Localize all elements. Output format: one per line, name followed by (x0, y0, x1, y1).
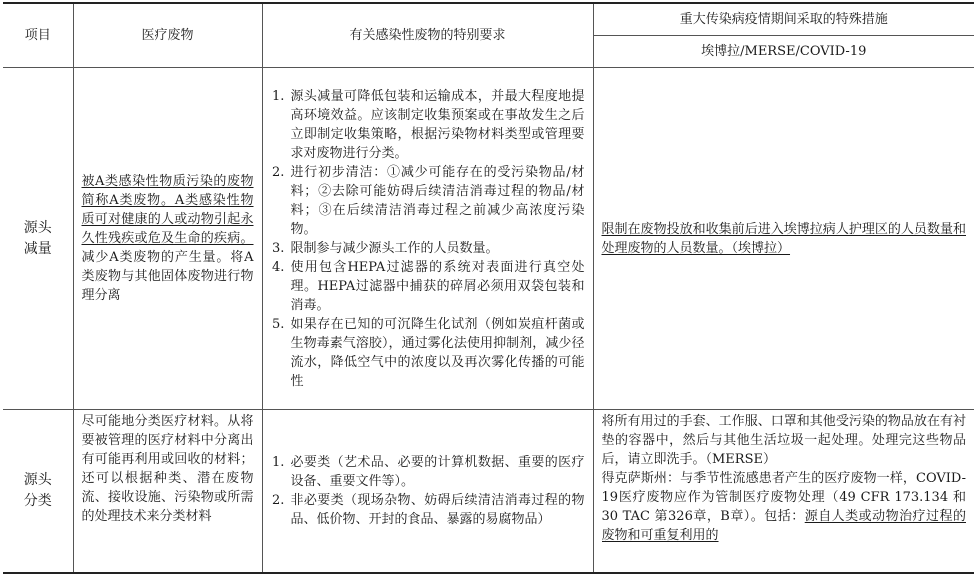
measures-paragraph-1: 将所有用过的手套、工作服、口罩和其他受污染的物品放在有衬垫的容器中，然后与其他生活垃圾一起处理。处理完这些物品后，请立即洗手。（MERSE） (601, 414, 966, 467)
medical-waste-table (3, 2, 974, 574)
list-item: 1. 源头减量可降低包装和运输成本，并最大程度地提高环境效益。应该制定收集预案或在事故发生之后立即制定收集策略，根据污染物材料类型或管理要求对废物进行分类。 (289, 87, 585, 163)
measures-text: 限制在废物投放和收集前后进入埃博拉病人护理区的人员数量和处理废物的人员数量。（埃博拉） (601, 221, 966, 256)
list-item: 2. 进行初步清洁：①减少可能存在的受污染物品/材料；②去除可能妨碍后续清洁消毒过程的物品/材料；③在后续清洁消毒过程之前减少高浓度污染物。 (289, 163, 585, 239)
header-measures-sub: 埃博拉/MERSE/COVID-19 (593, 36, 974, 68)
header-waste: 医疗废物 (73, 3, 262, 68)
header-measures: 重大传染病疫情期间采取的特殊措施 (593, 3, 974, 36)
list-item: 1. 必要类（艺术品、必要的计算机数据、重要的医疗设备、重要文件等）。 (289, 453, 585, 491)
row-requirements-cell (262, 68, 593, 410)
list-item: 2. 非必要类（现场杂物、妨碍后续清洁消毒过程的物品、低价物、开封的食品、暴露的易腐物品） (289, 491, 585, 529)
waste-underlined-text: 被A类感染性物质污染的废物简称A类废物。A类感染性物质可对健康的人或动物引起永久性残疾或危及生命的疾病。 (81, 174, 254, 246)
table-row (3, 68, 974, 410)
waste-text: 减少A类废物的产生量。将A类废物与其他固体废物进行物理分离 (81, 250, 254, 303)
row-requirements-cell (262, 410, 593, 573)
row-waste-cell (73, 68, 262, 410)
table-row (3, 410, 974, 573)
header-row (3, 3, 974, 36)
row-measures-cell (593, 410, 974, 573)
list-item: 3. 限制参与减少源头工作的人员数量。 (289, 239, 585, 258)
header-requirements: 有关感染性废物的特别要求 (262, 3, 593, 68)
measures-paragraph-2: 得克萨斯州：与季节性流感患者产生的医疗废物一样，COVID-19医疗废物应作为管制医疗废物处理（49 CFR 173.134 和 30 TAC 第326章，B章）。包括：源自人类或动物治疗过程的废物和可重复利用的 (601, 471, 966, 543)
row-measures-cell (593, 68, 974, 410)
requirements-list (271, 453, 585, 529)
list-item: 4. 使用包含HEPA过滤器的系统对表面进行真空处理。HEPA过滤器中捕获的碎屑必须用双袋包装和消毒。 (289, 258, 585, 315)
measures-underlined-text: 源自人类或动物治疗过程的废物和可重复利用的 (601, 509, 966, 543)
requirements-list (271, 87, 585, 391)
row-waste-cell: 尽可能地分类医疗材料。从将要被管理的医疗材料中分离出有可能再利用或回收的材料；还可以根据种类、潜在废物流、接收设施、污染物或所需的处理技术来分类材料 (73, 410, 262, 573)
row-item-label: 源头减量 (3, 68, 73, 410)
row-item-label: 源头分类 (3, 410, 73, 573)
header-item: 项目 (3, 3, 73, 68)
list-item: 5. 如果存在已知的可沉降生化试剂（例如炭疽杆菌或生物毒素气溶胶），通过雾化法使用抑制剂，减少径流水，降低空气中的浓度以及再次雾化传播的可能性 (289, 315, 585, 391)
